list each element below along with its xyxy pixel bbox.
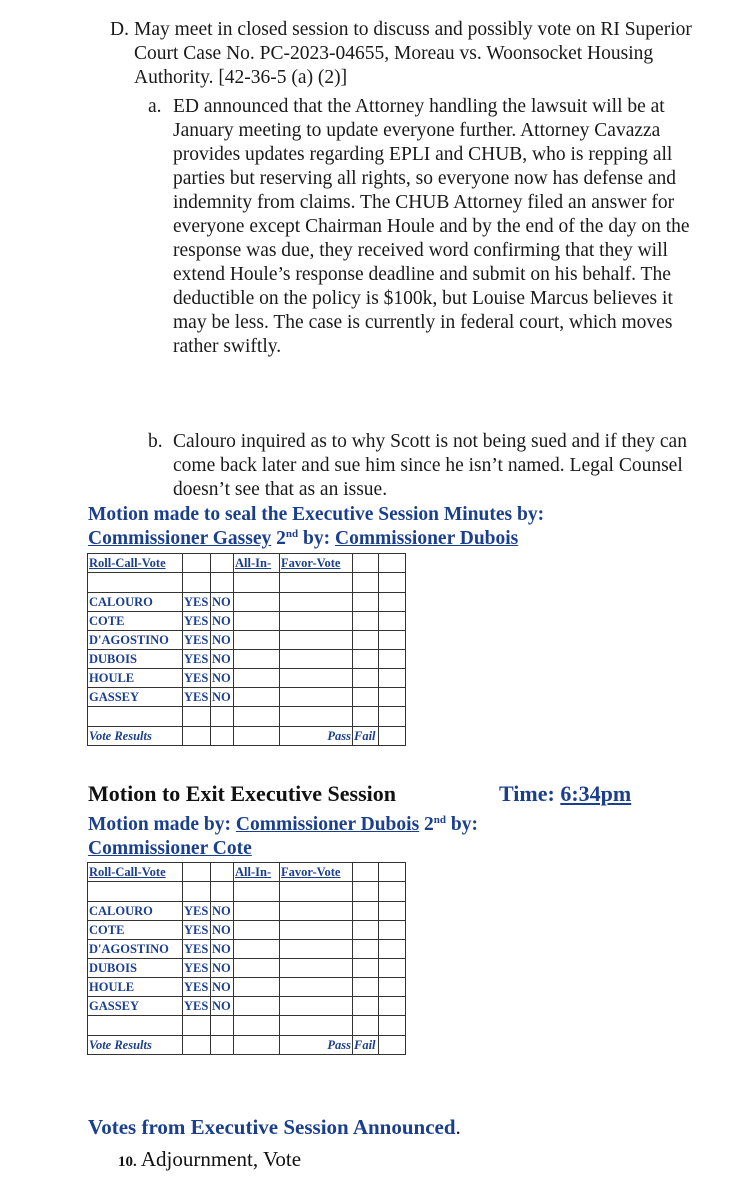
no-option: NO	[211, 650, 234, 669]
no-option: NO	[211, 902, 234, 921]
header-favor-vote: Favor-Vote	[280, 863, 353, 882]
commissioner-name: DUBOIS	[88, 650, 183, 669]
sub-item-label: b.	[148, 431, 163, 452]
votes-announced	[88, 1113, 461, 1141]
commissioner-name: GASSEY	[88, 997, 183, 1016]
yes-option: YES	[183, 959, 211, 978]
sub-item-text: ED announced that the Attorney handling the lawsuit will be at January meeting to update everyone further. Attorney Cavazza provides updates regarding EPLI and CHUB, who is repping all parties but reserving all rights, so everyone now has defense and indemnity from claims. The CHUB Attorney filed an answer for everyone except Chairman Houle and by the end of the day on the response was due, they received word confirming that they will extend Houle’s response deadline and submit on his behalf. The deductible on the policy is $100k, but Louise Marcus believes it may be less. The case is currently in federal court, which moves rather swiftly.	[173, 96, 690, 357]
header-all-in: All-In-	[234, 554, 280, 573]
table-row	[88, 631, 406, 650]
second-by: by:	[298, 528, 335, 549]
motion-seal-minutes	[88, 503, 544, 551]
table-row	[88, 650, 406, 669]
time-label: Time:	[499, 781, 561, 806]
vote-results-label: Vote Results	[88, 727, 183, 746]
item-number: 10.	[118, 1154, 137, 1170]
vote-results-row	[88, 1036, 406, 1055]
yes-option: YES	[183, 688, 211, 707]
fail-label: Fail	[353, 1036, 379, 1055]
header-roll-call: Roll-Call-Vote	[88, 554, 183, 573]
no-option: NO	[211, 669, 234, 688]
commissioner-name: DUBOIS	[88, 959, 183, 978]
commissioner-name: CALOURO	[88, 593, 183, 612]
no-option: NO	[211, 978, 234, 997]
header-all-in: All-In-	[234, 863, 280, 882]
fail-label: Fail	[353, 727, 379, 746]
no-option: NO	[211, 959, 234, 978]
yes-option: YES	[183, 631, 211, 650]
table-row	[88, 669, 406, 688]
second-number: 2	[276, 528, 286, 549]
vote-results-label: Vote Results	[88, 1036, 183, 1055]
header-roll-call: Roll-Call-Vote	[88, 863, 183, 882]
vote-results-row	[88, 727, 406, 746]
no-option: NO	[211, 997, 234, 1016]
no-option: NO	[211, 940, 234, 959]
exit-title: Motion to Exit Executive Session	[88, 781, 396, 806]
no-option: NO	[211, 631, 234, 650]
exit-session-heading	[88, 780, 658, 808]
commissioner-name: CALOURO	[88, 902, 183, 921]
no-option: NO	[211, 593, 234, 612]
roll-call-vote-table	[87, 862, 406, 1055]
commissioner-name: HOULE	[88, 978, 183, 997]
yes-option: YES	[183, 978, 211, 997]
no-option: NO	[211, 688, 234, 707]
commissioner-name: GASSEY	[88, 688, 183, 707]
yes-option: YES	[183, 902, 211, 921]
table-row	[88, 921, 406, 940]
no-option: NO	[211, 921, 234, 940]
commissioner-name: COTE	[88, 612, 183, 631]
motion-prefix: Motion made by:	[88, 814, 236, 835]
sub-item-b	[148, 430, 708, 502]
no-option: NO	[211, 612, 234, 631]
exit-time	[499, 780, 631, 808]
yes-option: YES	[183, 669, 211, 688]
table-row	[88, 688, 406, 707]
table-row	[88, 612, 406, 631]
second-suffix: nd	[433, 814, 447, 826]
motion-exit-session	[88, 813, 478, 861]
sub-item-label: a.	[148, 96, 162, 117]
second-number: 2	[424, 814, 434, 835]
agenda-item-adjournment	[118, 1145, 301, 1176]
yes-option: YES	[183, 940, 211, 959]
commissioner-name: HOULE	[88, 669, 183, 688]
commissioner-name: D'AGOSTINO	[88, 631, 183, 650]
motion-seconder: Commissioner Cote	[88, 838, 252, 859]
pass-label: Pass	[280, 727, 353, 746]
time-value: 6:34pm	[560, 781, 632, 806]
announce-period: .	[455, 1115, 461, 1139]
motion-mover: Commissioner Gassey	[88, 528, 272, 549]
commissioner-name: COTE	[88, 921, 183, 940]
yes-option: YES	[183, 593, 211, 612]
motion-mover: Commissioner Dubois	[235, 814, 420, 835]
item-label: D.	[110, 19, 129, 40]
item-text: May meet in closed session to discuss and possibly vote on RI Superior Court Case No. PC-2023-04655, Moreau vs. Woonsocket Housing Authority. [42-36-5 (a) (2)]	[134, 19, 692, 88]
yes-option: YES	[183, 997, 211, 1016]
second-by: by:	[446, 814, 479, 835]
commissioner-name: D'AGOSTINO	[88, 940, 183, 959]
table-row	[88, 997, 406, 1016]
motion-prefix: Motion made to seal the Executive Session Minutes by:	[88, 504, 545, 525]
motion-seconder: Commissioner Dubois	[334, 528, 519, 549]
table-row	[88, 978, 406, 997]
announce-text: Votes from Executive Session Announced	[88, 1115, 456, 1139]
table-row	[88, 902, 406, 921]
agenda-item-d	[110, 18, 710, 90]
table-row	[88, 959, 406, 978]
yes-option: YES	[183, 921, 211, 940]
yes-option: YES	[183, 650, 211, 669]
sub-item-a	[148, 95, 708, 359]
yes-option: YES	[183, 612, 211, 631]
table-row	[88, 593, 406, 612]
pass-label: Pass	[280, 1036, 353, 1055]
table-row	[88, 940, 406, 959]
header-favor-vote: Favor-Vote	[280, 554, 353, 573]
item-text: Adjournment, Vote	[136, 1147, 302, 1171]
second-suffix: nd	[285, 528, 299, 540]
sub-item-text: Calouro inquired as to why Scott is not being sued and if they can come back later and sue him since he isn’t named. Legal Counsel doesn’t see that as an issue.	[173, 431, 687, 500]
roll-call-vote-table	[87, 553, 406, 746]
